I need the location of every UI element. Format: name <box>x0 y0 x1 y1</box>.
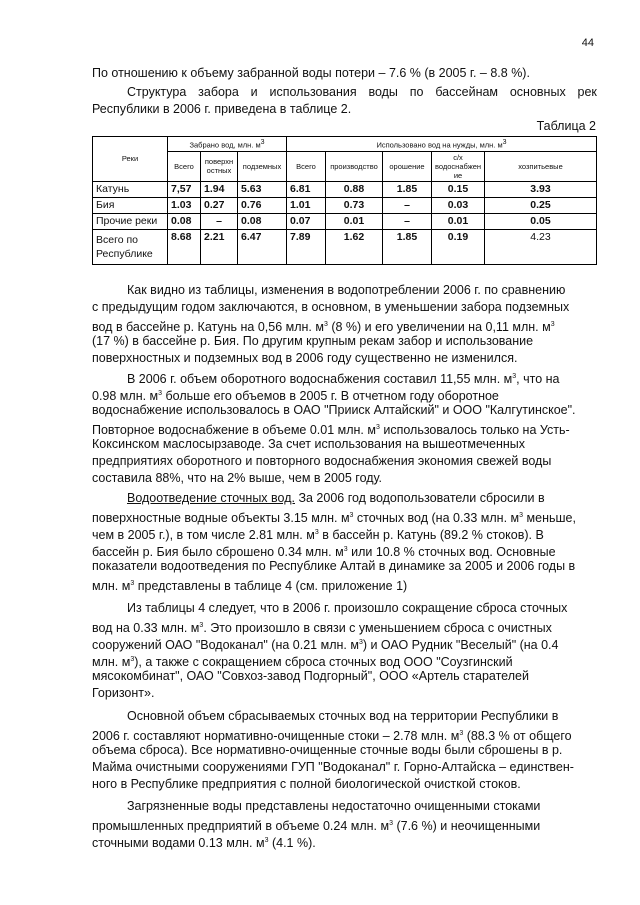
cell: 0.25 <box>485 197 597 213</box>
header-total-used: Всего <box>287 151 326 181</box>
table-row <box>93 197 597 213</box>
p4-l6: предприятиях оборотного и повторного водоснабжения экономия свежей воды <box>92 454 552 468</box>
p4-l2: 0.98 млн. $м^3$ больше его объемов в 2005 г. В отчетном году оборотное <box>92 389 499 404</box>
row-name: Катунь <box>93 181 168 197</box>
p4-l3: водоснабжение использовалось в ОАО "Прииск Алтайский" и ООО "Калгутинское". <box>92 403 576 417</box>
cell: 0.01 <box>326 213 383 229</box>
p6-l1: Из таблицы 4 следует, что в 2006 г. произошло сокращение сброса сточных <box>127 601 568 615</box>
p8-l2: промышленных предприятий в объеме 0.24 млн. $м^3$ (7.6 %) и неочищенными <box>92 819 541 834</box>
cell: 0.15 <box>432 181 485 197</box>
p6-l5: мясокомбинат", ОАО "Совхоз-завод Подгорный", ООО «Артель старателей <box>92 669 529 683</box>
p3-l3: вод в бассейне р. Катунь на 0,56 млн. $м^3$ (8 %) и его увеличении на 0,11 млн. $м^3$ <box>92 320 555 335</box>
paragraph-structure-line1: Структура забора и использования воды по бассейнам основных рек <box>127 85 597 99</box>
row-name: Всего по Республике <box>93 229 168 264</box>
cell: 1.01 <box>287 197 326 213</box>
cell: 1.94 <box>201 181 238 197</box>
cell: 0.08 <box>238 213 287 229</box>
cell: 0.76 <box>238 197 287 213</box>
cell: 0.01 <box>432 213 485 229</box>
p5-l5: показатели водоотведения по Республике Алтай в динамике за 2005 и 2006 годы в <box>92 559 576 573</box>
p7-l2: 2006 г. составляют нормативно-очищенные стоки – 2.78 млн. $м^3$ (88.3 % от общего <box>92 729 572 744</box>
p7-l1: Основной объем сбрасываемых сточных вод на территории Республики в <box>127 709 559 723</box>
cell: 6.81 <box>287 181 326 197</box>
cell: 1.62 <box>326 229 383 264</box>
p6-l6: Горизонт». <box>92 686 155 700</box>
header-production: производство <box>326 151 383 181</box>
header-total: Всего <box>168 151 201 181</box>
p4-l7: составила 88%, что на 2% выше, чем в 2005 году. <box>92 471 383 485</box>
paragraph-structure-line2: Республики в 2006 г. приведена в таблице 2. <box>92 102 352 116</box>
p7-l4: Майма очистными сооружениями ГУП "Водоканал" г. Горно-Алтайска – единствен- <box>92 760 574 774</box>
cell: 0.07 <box>287 213 326 229</box>
table-row <box>93 213 597 229</box>
cell: 5.63 <box>238 181 287 197</box>
header-surface: поверхн остных <box>201 151 238 181</box>
cell: 2.21 <box>201 229 238 264</box>
cell: 0.19 <box>432 229 485 264</box>
p4-l4: Повторное водоснабжение в объеме 0.01 млн. $м^3$ использовалось только на Усть- <box>92 423 570 438</box>
cell: 8.68 <box>168 229 201 264</box>
water-usage-table <box>92 136 597 265</box>
p4-l1: В 2006 г. объем оборотного водоснабжения составил 11,55 млн. $м^3$, что на <box>127 372 560 387</box>
p3-l2: с предыдущим годом заключаются, в основном, в уменьшении забора подземных <box>92 300 570 314</box>
cell: 0.73 <box>326 197 383 213</box>
p5-l6: млн. $м^3$ представлены в таблице 4 (см. приложение 1) <box>92 579 408 594</box>
cell: 0.08 <box>168 213 201 229</box>
p3-l4: (17 %) в бассейне р. Бия. По другим крупным рекам забор и использование <box>92 334 534 348</box>
p6-l4: млн. $м^3$), а также с сокращением сброса сточных вод ООО "Соузгинский <box>92 655 513 670</box>
header-taken: Забрано вод, млн. $м^3$ <box>168 137 287 152</box>
header-used: Использовано вод на нужды, млн. $м^3$ <box>287 137 597 152</box>
p3-l1: Как видно из таблицы, изменения в водопотреблении 2006 г. по сравнению <box>127 283 566 297</box>
p8-l1: Загрязненные воды представлены недостаточно очищенными стоками <box>127 799 541 813</box>
cell: 0.27 <box>201 197 238 213</box>
header-irrigation: орошение <box>383 151 432 181</box>
header-domestic: хозпитьевые <box>485 151 597 181</box>
table-row <box>93 229 597 264</box>
p3-l5: поверхностных и подземных вод в 2006 году существенно не изменился. <box>92 351 518 365</box>
p4-l5: Коксинском маслосырзаводе. За счет использования на вышеотмеченных <box>92 437 526 451</box>
cell: 1.03 <box>168 197 201 213</box>
cell: 0.03 <box>432 197 485 213</box>
cell: 3.93 <box>485 181 597 197</box>
cell: 6.47 <box>238 229 287 264</box>
p7-l3: объема сброса). Все нормативно-очищенные сточные воды были сброшены в р. <box>92 743 563 757</box>
p6-l2: вод на 0.33 млн. $м^3$. Это произошло в связи с уменьшением сброса с очистных <box>92 621 552 636</box>
header-rivers: Реки <box>93 137 168 182</box>
paragraph-losses: По отношению к объему забранной воды потери – 7.6 % (в 2005 г. – 8.8 %). <box>92 66 530 80</box>
page-number: 44 <box>581 37 594 49</box>
table-caption: Таблица 2 <box>536 119 596 133</box>
header-agri-supply: с/х водоснабжен ие <box>432 151 485 181</box>
cell: 7.89 <box>287 229 326 264</box>
cell: 0.88 <box>326 181 383 197</box>
table-row <box>93 181 597 197</box>
section-title-wastewater: Водоотведение сточных вод. <box>127 491 295 505</box>
p8-l3: сточными водами 0.13 млн. $м^3$ (4.1 %). <box>92 836 316 851</box>
cell: 0.05 <box>485 213 597 229</box>
p5-l3: чем в 2005 г.), в том числе 2.81 млн. $м^3$ в бассейн р. Катунь (89.2 % стоков). В <box>92 528 544 543</box>
cell: – <box>383 197 432 213</box>
row-name: Прочие реки <box>93 213 168 229</box>
cell: – <box>201 213 238 229</box>
p5-l4: бассейн р. Бия было сброшено 0.34 млн. $м^3$ или 10.8 % сточных вод. Основные <box>92 545 556 560</box>
cell: 4.23 <box>485 229 597 264</box>
p5-l1: Водоотведение сточных вод. За 2006 год водопользователи сбросили в <box>127 491 545 505</box>
p6-l3: сооружений ОАО "Водоканал" (на 0.21 млн. $м^3$) и ОАО Рудник "Веселый" (на 0.4 <box>92 638 559 653</box>
header-ground: подземных <box>238 151 287 181</box>
cell: 1.85 <box>383 229 432 264</box>
cell: 7,57 <box>168 181 201 197</box>
p5-l2: поверхностные водные объекты 3.15 млн. $м^3$ сточных вод (на 0.33 млн. $м^3$ меньше, <box>92 511 576 526</box>
cell: – <box>383 213 432 229</box>
p7-l5: ного в Республике предприятия с полной биологической очисткой стоков. <box>92 777 521 791</box>
row-name: Бия <box>93 197 168 213</box>
cell: 1.85 <box>383 181 432 197</box>
